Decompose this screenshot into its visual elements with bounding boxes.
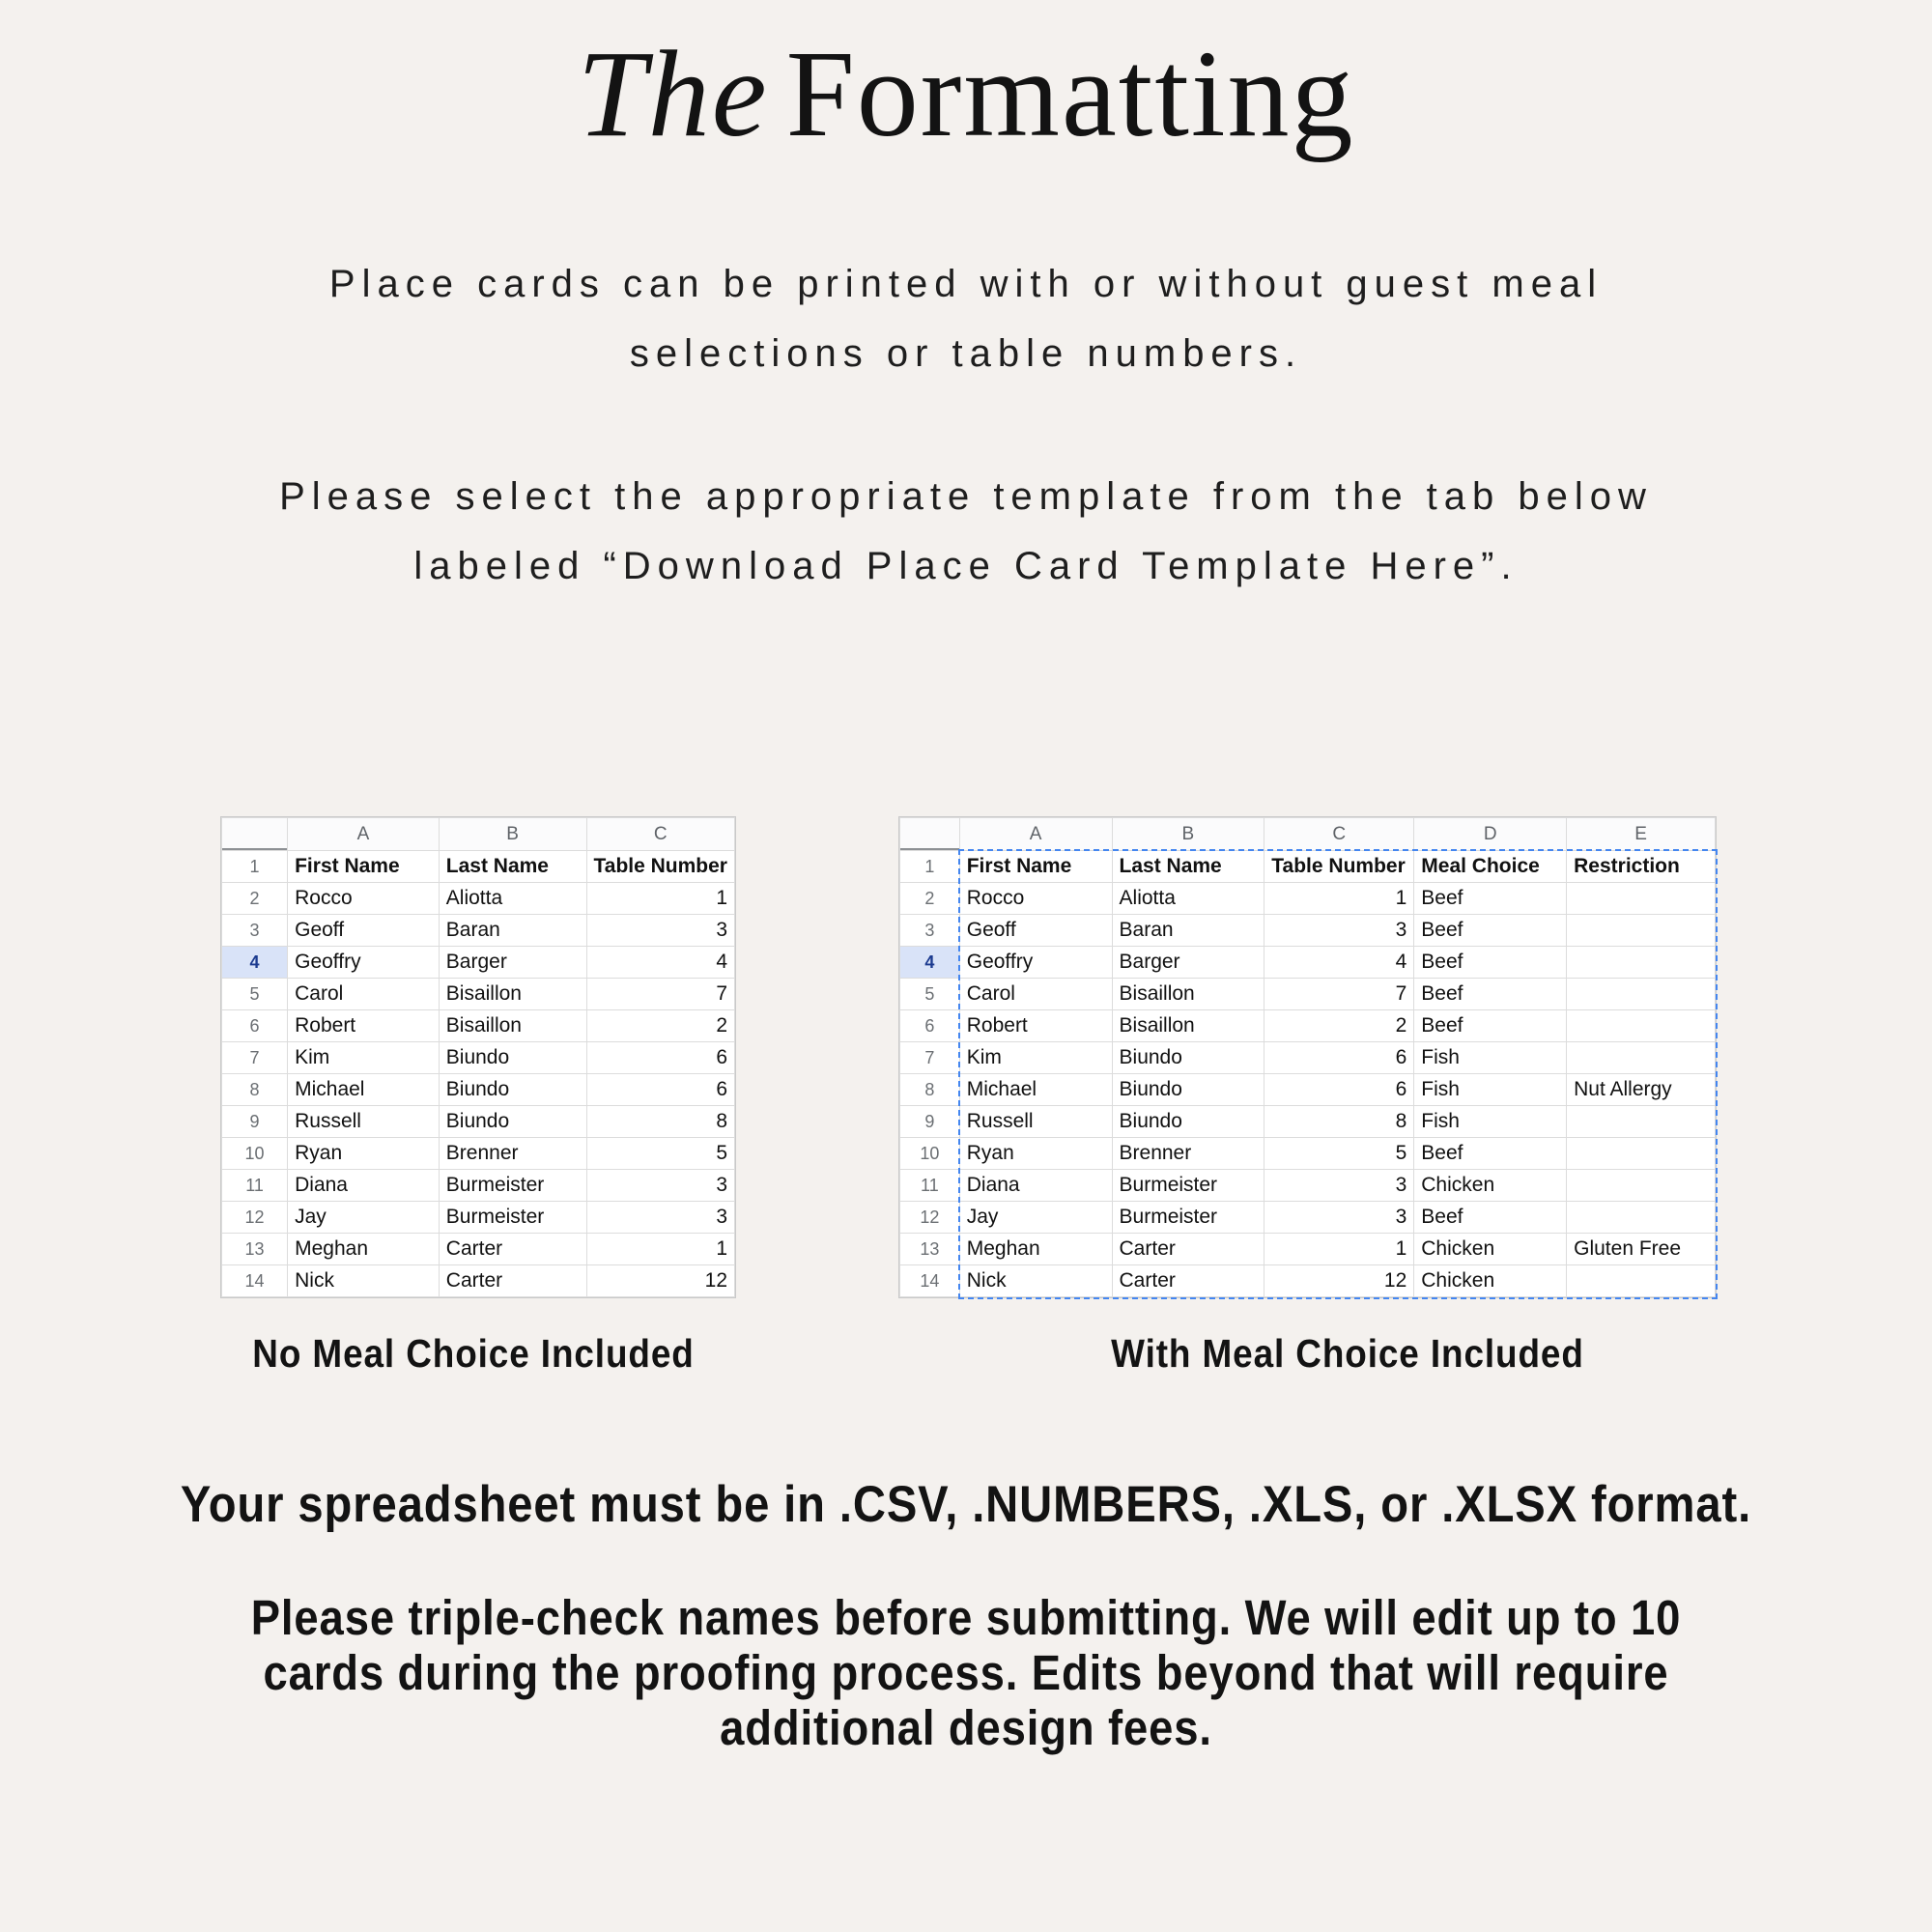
cell: Russell xyxy=(288,1106,440,1138)
cell: Bisaillon xyxy=(1112,979,1264,1010)
table-row xyxy=(900,1106,1716,1138)
cell: Rocco xyxy=(959,883,1112,915)
cell: Rocco xyxy=(288,883,440,915)
header-row xyxy=(900,851,1716,883)
cell: First Name xyxy=(288,851,440,883)
row-header: 1 xyxy=(900,851,960,883)
cell: Fish xyxy=(1414,1074,1567,1106)
file-format-note: Your spreadsheet must be in .CSV, .NUMBERS, .XLS, or .XLSX format. xyxy=(180,1476,1752,1533)
cell: Carter xyxy=(439,1234,586,1265)
cell: Bisaillon xyxy=(439,1010,586,1042)
table-row xyxy=(900,1042,1716,1074)
cell: Nick xyxy=(288,1265,440,1297)
cell: Nut Allergy xyxy=(1567,1074,1716,1106)
table-row xyxy=(222,1042,735,1074)
cell: Beef xyxy=(1414,1202,1567,1234)
cell: 7 xyxy=(586,979,734,1010)
cell: Baran xyxy=(439,915,586,947)
proofing-note-line-3: additional design fees. xyxy=(720,1700,1212,1755)
cell: Carol xyxy=(959,979,1112,1010)
cell: Diana xyxy=(959,1170,1112,1202)
cell: Meal Choice xyxy=(1414,851,1567,883)
row-header: 10 xyxy=(900,1138,960,1170)
cell: Kim xyxy=(959,1042,1112,1074)
template-select-text xyxy=(0,462,1932,601)
column-header: D xyxy=(1414,818,1567,851)
cell: Michael xyxy=(959,1074,1112,1106)
column-header: C xyxy=(1264,818,1414,851)
cell xyxy=(1567,979,1716,1010)
cell: First Name xyxy=(959,851,1112,883)
cell: Table Number xyxy=(1264,851,1414,883)
row-header: 6 xyxy=(222,1010,288,1042)
table-row xyxy=(222,1202,735,1234)
intro-text xyxy=(0,249,1932,388)
row-header: 1 xyxy=(222,851,288,883)
row-header: 2 xyxy=(900,883,960,915)
cell: 6 xyxy=(586,1042,734,1074)
cell: Geoffry xyxy=(288,947,440,979)
proofing-note xyxy=(106,1590,1826,1755)
cell: Aliotta xyxy=(1112,883,1264,915)
cell xyxy=(1567,947,1716,979)
cell: Beef xyxy=(1414,1010,1567,1042)
cell xyxy=(1567,1202,1716,1234)
row-header: 14 xyxy=(222,1265,288,1297)
row-header: 10 xyxy=(222,1138,288,1170)
row-header: 5 xyxy=(222,979,288,1010)
cell: Kim xyxy=(288,1042,440,1074)
table-row xyxy=(222,1138,735,1170)
cell: 6 xyxy=(1264,1074,1414,1106)
cell xyxy=(1567,915,1716,947)
cell: Barger xyxy=(1112,947,1264,979)
column-header: A xyxy=(288,818,440,851)
caption-no-meal: No Meal Choice Included xyxy=(252,1331,695,1376)
table-row xyxy=(222,1170,735,1202)
row-header: 7 xyxy=(900,1042,960,1074)
cell: Michael xyxy=(288,1074,440,1106)
page-title-italic: The xyxy=(577,25,769,162)
table-row xyxy=(900,947,1716,979)
cell: 12 xyxy=(586,1265,734,1297)
table-row xyxy=(900,1010,1716,1042)
cell: Aliotta xyxy=(439,883,586,915)
cell: 8 xyxy=(586,1106,734,1138)
row-header: 2 xyxy=(222,883,288,915)
column-header: B xyxy=(1112,818,1264,851)
table-row xyxy=(900,1138,1716,1170)
row-header: 8 xyxy=(222,1074,288,1106)
row-header: 3 xyxy=(900,915,960,947)
cell: Biundo xyxy=(1112,1074,1264,1106)
spreadsheet-no-meal xyxy=(220,816,736,1298)
row-header: 13 xyxy=(222,1234,288,1265)
table-row xyxy=(900,1234,1716,1265)
row-header: 4 xyxy=(900,947,960,979)
table-row xyxy=(900,915,1716,947)
page-title xyxy=(0,14,1932,174)
table-row xyxy=(222,1265,735,1297)
cell xyxy=(1567,1106,1716,1138)
cell: 4 xyxy=(1264,947,1414,979)
table-row xyxy=(900,1170,1716,1202)
cell: Brenner xyxy=(1112,1138,1264,1170)
cell xyxy=(1567,1042,1716,1074)
cell: 3 xyxy=(1264,1202,1414,1234)
template-select-line-1: Please select the appropriate template from the tab below xyxy=(279,475,1653,518)
cell: Table Number xyxy=(586,851,734,883)
column-header: C xyxy=(586,818,734,851)
cell: Ryan xyxy=(288,1138,440,1170)
cell: Barger xyxy=(439,947,586,979)
cell: Beef xyxy=(1414,979,1567,1010)
cell: 3 xyxy=(586,1202,734,1234)
cell: 2 xyxy=(586,1010,734,1042)
row-header: 9 xyxy=(222,1106,288,1138)
cell: Meghan xyxy=(959,1234,1112,1265)
cell xyxy=(1567,1170,1716,1202)
table-row xyxy=(222,1234,735,1265)
cell: Biundo xyxy=(439,1042,586,1074)
cell: Geoff xyxy=(959,915,1112,947)
table-row xyxy=(222,1074,735,1106)
cell: Diana xyxy=(288,1170,440,1202)
cell: Gluten Free xyxy=(1567,1234,1716,1265)
cell: 4 xyxy=(586,947,734,979)
cell xyxy=(1567,883,1716,915)
cell: Nick xyxy=(959,1265,1112,1297)
row-header: 14 xyxy=(900,1265,960,1297)
sheet-grid xyxy=(899,817,1716,1297)
column-header: E xyxy=(1567,818,1716,851)
frozen-row-indicator xyxy=(900,848,960,851)
cell: Carter xyxy=(1112,1234,1264,1265)
caption-with-meal: With Meal Choice Included xyxy=(1111,1331,1584,1376)
cell: 3 xyxy=(586,1170,734,1202)
table-row xyxy=(900,979,1716,1010)
cell: 6 xyxy=(1264,1042,1414,1074)
intro-line-1: Place cards can be printed with or without guest meal xyxy=(328,263,1604,305)
cell: 1 xyxy=(586,883,734,915)
cell: 1 xyxy=(1264,1234,1414,1265)
cell: Baran xyxy=(1112,915,1264,947)
row-header: 8 xyxy=(900,1074,960,1106)
cell xyxy=(1567,1138,1716,1170)
cell: Chicken xyxy=(1414,1234,1567,1265)
sheet-corner xyxy=(222,818,288,851)
cell: 12 xyxy=(1264,1265,1414,1297)
row-header: 6 xyxy=(900,1010,960,1042)
page-title-regular: Formatting xyxy=(785,25,1355,162)
cell: Jay xyxy=(288,1202,440,1234)
cell: Burmeister xyxy=(1112,1170,1264,1202)
cell: Fish xyxy=(1414,1042,1567,1074)
row-header: 13 xyxy=(900,1234,960,1265)
cell: Biundo xyxy=(439,1074,586,1106)
cell: Restriction xyxy=(1567,851,1716,883)
cell: Beef xyxy=(1414,1138,1567,1170)
cell: Chicken xyxy=(1414,1265,1567,1297)
table-row xyxy=(900,1202,1716,1234)
table-row xyxy=(222,915,735,947)
cell: 1 xyxy=(586,1234,734,1265)
cell: Last Name xyxy=(1112,851,1264,883)
cell: Biundo xyxy=(439,1106,586,1138)
cell: 3 xyxy=(1264,1170,1414,1202)
cell: 6 xyxy=(586,1074,734,1106)
cell: 5 xyxy=(586,1138,734,1170)
table-row xyxy=(222,883,735,915)
cell: Biundo xyxy=(1112,1106,1264,1138)
intro-line-2: selections or table numbers. xyxy=(629,332,1303,375)
row-header: 7 xyxy=(222,1042,288,1074)
spreadsheet-with-meal xyxy=(898,816,1717,1298)
cell: 8 xyxy=(1264,1106,1414,1138)
cell: Geoff xyxy=(288,915,440,947)
proofing-note-line-2: cards during the proofing process. Edits beyond that will require xyxy=(263,1645,1669,1700)
cell: 3 xyxy=(586,915,734,947)
cell: Carol xyxy=(288,979,440,1010)
cell: Chicken xyxy=(1414,1170,1567,1202)
row-header: 9 xyxy=(900,1106,960,1138)
cell: Biundo xyxy=(1112,1042,1264,1074)
cell: Carter xyxy=(1112,1265,1264,1297)
cell: Beef xyxy=(1414,947,1567,979)
cell: Last Name xyxy=(439,851,586,883)
cell: Jay xyxy=(959,1202,1112,1234)
cell: Russell xyxy=(959,1106,1112,1138)
cell: Burmeister xyxy=(1112,1202,1264,1234)
cell: 3 xyxy=(1264,915,1414,947)
cell: Brenner xyxy=(439,1138,586,1170)
table-row xyxy=(222,947,735,979)
table-row xyxy=(222,1010,735,1042)
cell: Beef xyxy=(1414,883,1567,915)
row-header: 3 xyxy=(222,915,288,947)
proofing-note-line-1: Please triple-check names before submitting. We will edit up to 10 xyxy=(250,1590,1682,1645)
cell: Bisaillon xyxy=(439,979,586,1010)
sheet-grid xyxy=(221,817,735,1297)
row-header: 5 xyxy=(900,979,960,1010)
cell: Carter xyxy=(439,1265,586,1297)
cell: Fish xyxy=(1414,1106,1567,1138)
cell xyxy=(1567,1265,1716,1297)
cell: Burmeister xyxy=(439,1202,586,1234)
column-header: B xyxy=(439,818,586,851)
cell: 2 xyxy=(1264,1010,1414,1042)
table-row xyxy=(900,1265,1716,1297)
cell: 1 xyxy=(1264,883,1414,915)
cell: Meghan xyxy=(288,1234,440,1265)
table-row xyxy=(900,1074,1716,1106)
table-row xyxy=(900,883,1716,915)
row-header: 12 xyxy=(900,1202,960,1234)
cell: 7 xyxy=(1264,979,1414,1010)
cell: Bisaillon xyxy=(1112,1010,1264,1042)
table-row xyxy=(222,1106,735,1138)
header-row xyxy=(222,851,735,883)
cell: Geoffry xyxy=(959,947,1112,979)
cell: Ryan xyxy=(959,1138,1112,1170)
cell: Beef xyxy=(1414,915,1567,947)
row-header: 12 xyxy=(222,1202,288,1234)
frozen-row-indicator xyxy=(222,848,288,851)
row-header: 11 xyxy=(900,1170,960,1202)
column-header: A xyxy=(959,818,1112,851)
cell: Robert xyxy=(959,1010,1112,1042)
template-select-line-2: labeled “Download Place Card Template Here”. xyxy=(413,545,1519,587)
row-header: 11 xyxy=(222,1170,288,1202)
table-row xyxy=(222,979,735,1010)
cell: Burmeister xyxy=(439,1170,586,1202)
row-header: 4 xyxy=(222,947,288,979)
cell: 5 xyxy=(1264,1138,1414,1170)
cell xyxy=(1567,1010,1716,1042)
sheet-corner xyxy=(900,818,960,851)
cell: Robert xyxy=(288,1010,440,1042)
